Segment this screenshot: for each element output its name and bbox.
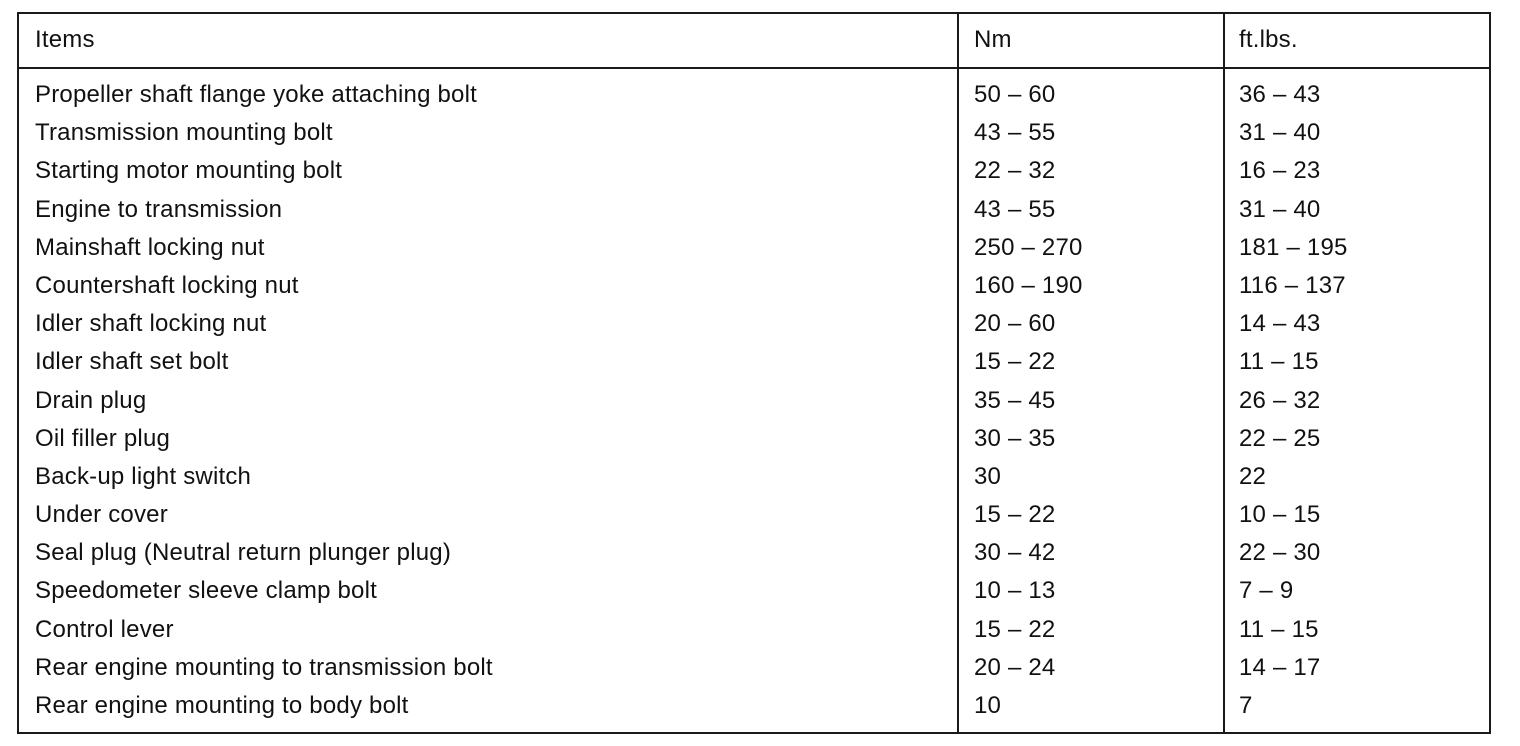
table-header-row <box>19 14 1489 67</box>
row-ftlbs: 181 – 195 <box>1239 233 1348 261</box>
row-ftlbs: 7 – 9 <box>1239 577 1294 605</box>
table-row <box>19 76 1489 114</box>
row-item: Speedometer sleeve clamp bolt <box>35 577 377 605</box>
row-nm: 10 <box>974 692 1002 719</box>
row-nm: 20 – 60 <box>974 310 1056 338</box>
header-items: Items <box>35 26 95 53</box>
table-row <box>19 458 1489 496</box>
row-item: Engine to transmission <box>35 195 283 223</box>
row-ftlbs: 16 – 23 <box>1239 157 1321 185</box>
row-nm: 43 – 55 <box>974 119 1056 147</box>
table-row <box>19 611 1489 649</box>
table-body <box>19 76 1489 725</box>
row-item: Control lever <box>35 615 174 643</box>
row-nm: 30 – 42 <box>974 539 1056 567</box>
row-ftlbs: 116 – 137 <box>1239 271 1346 299</box>
table-row <box>19 152 1489 190</box>
table-row <box>19 191 1489 229</box>
table-row <box>19 649 1489 687</box>
row-ftlbs: 22 – 25 <box>1239 424 1321 452</box>
row-ftlbs: 31 – 40 <box>1239 119 1321 147</box>
header-nm: Nm <box>974 26 1012 53</box>
row-item: Seal plug (Neutral return plunger plug) <box>35 539 452 567</box>
table-row <box>19 534 1489 572</box>
row-item: Mainshaft locking nut <box>35 233 265 261</box>
row-item: Drain plug <box>35 386 147 414</box>
row-nm: 35 – 45 <box>974 386 1056 414</box>
row-ftlbs: 31 – 40 <box>1239 195 1321 223</box>
row-item: Oil filler plug <box>35 424 171 452</box>
row-ftlbs: 7 <box>1239 692 1253 719</box>
row-ftlbs: 22 <box>1239 462 1267 490</box>
row-nm: 30 <box>974 462 1002 490</box>
table-row <box>19 343 1489 381</box>
row-ftlbs: 14 – 17 <box>1239 653 1321 681</box>
row-nm: 30 – 35 <box>974 424 1056 452</box>
row-nm: 15 – 22 <box>974 615 1056 643</box>
row-ftlbs: 14 – 43 <box>1239 310 1321 338</box>
row-item: Transmission mounting bolt <box>35 119 333 147</box>
torque-specification-table <box>17 12 1491 734</box>
table-row <box>19 420 1489 458</box>
row-nm: 10 – 13 <box>974 577 1056 605</box>
row-item: Propeller shaft flange yoke attaching bolt <box>35 81 478 108</box>
row-item: Rear engine mounting to body bolt <box>35 692 409 719</box>
row-nm: 15 – 22 <box>974 501 1056 529</box>
table-row <box>19 382 1489 420</box>
row-nm: 160 – 190 <box>974 271 1083 299</box>
row-item: Back-up light switch <box>35 462 252 490</box>
table-row <box>19 229 1489 267</box>
row-nm: 22 – 32 <box>974 157 1056 185</box>
table-row <box>19 114 1489 152</box>
header-separator <box>19 67 1489 69</box>
row-nm: 50 – 60 <box>974 81 1056 108</box>
table-row <box>19 305 1489 343</box>
table-row <box>19 687 1489 725</box>
row-ftlbs: 22 – 30 <box>1239 539 1321 567</box>
row-item: Under cover <box>35 501 168 529</box>
row-item: Idler shaft set bolt <box>35 348 229 376</box>
row-item: Idler shaft locking nut <box>35 310 267 338</box>
row-ftlbs: 26 – 32 <box>1239 386 1321 414</box>
row-item: Countershaft locking nut <box>35 271 299 299</box>
row-item: Rear engine mounting to transmission bolt <box>35 653 493 681</box>
row-nm: 250 – 270 <box>974 233 1083 261</box>
row-nm: 43 – 55 <box>974 195 1056 223</box>
table-row <box>19 572 1489 610</box>
row-ftlbs: 36 – 43 <box>1239 81 1321 108</box>
table-row <box>19 496 1489 534</box>
row-ftlbs: 11 – 15 <box>1239 615 1319 643</box>
header-ftlbs: ft.lbs. <box>1239 26 1298 53</box>
row-ftlbs: 10 – 15 <box>1239 501 1321 529</box>
row-nm: 20 – 24 <box>974 653 1056 681</box>
row-item: Starting motor mounting bolt <box>35 157 343 185</box>
row-nm: 15 – 22 <box>974 348 1056 376</box>
row-ftlbs: 11 – 15 <box>1239 348 1319 376</box>
table-row <box>19 267 1489 305</box>
